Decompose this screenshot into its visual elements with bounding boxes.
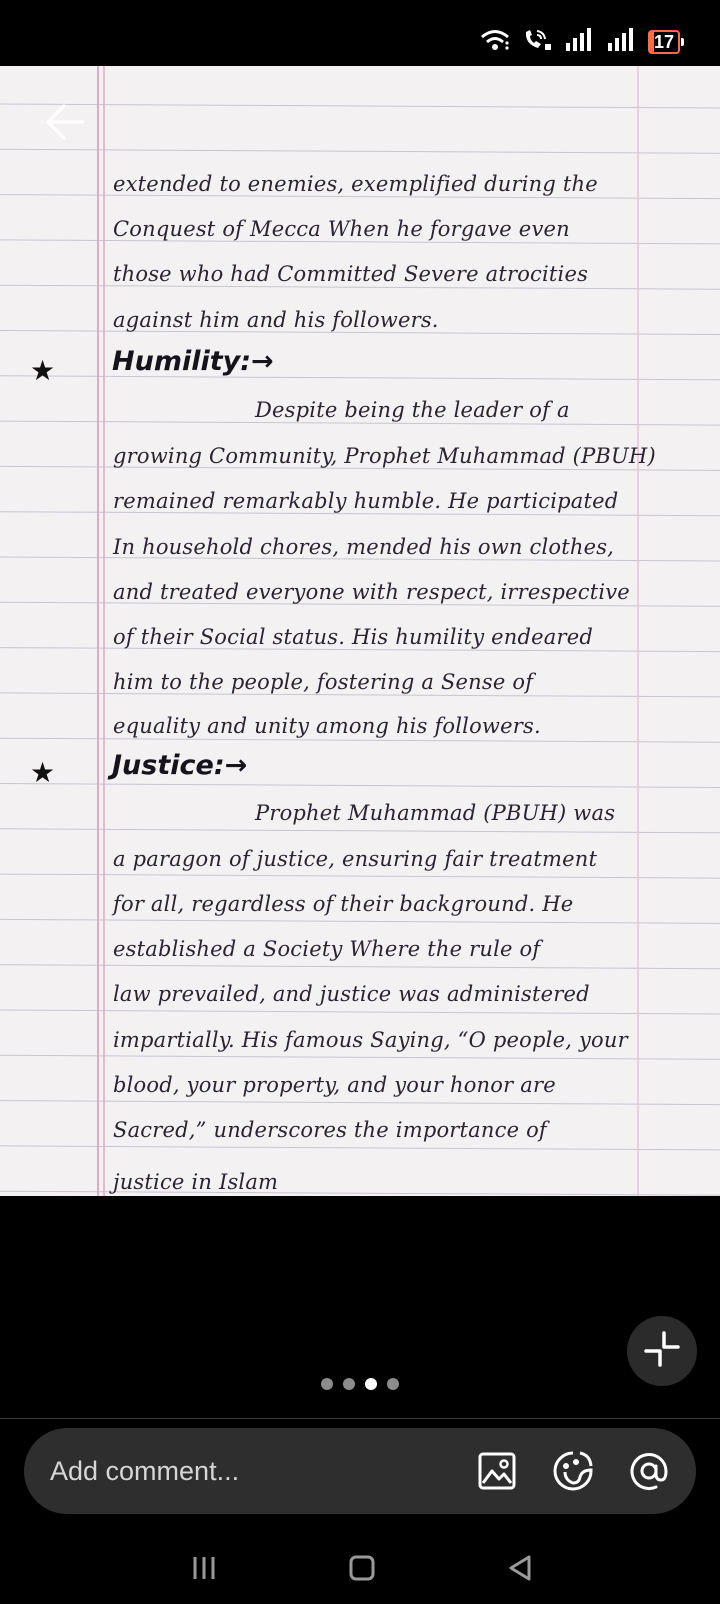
heading-humility: Humility:→	[112, 346, 274, 377]
signal-icon	[564, 28, 594, 56]
home-button[interactable]	[342, 1550, 382, 1590]
note-line: Conquest of Mecca When he forgave even	[113, 217, 570, 241]
note-line: a paragon of justice, ensuring fair treatment	[113, 847, 598, 871]
note-line: In household chores, mended his own clothes,	[113, 535, 615, 559]
note-line: blood, your property, and your honor are	[113, 1073, 556, 1097]
recent-apps-button[interactable]	[184, 1550, 224, 1590]
note-line: Prophet Muhammad (PBUH) was	[255, 801, 616, 825]
note-line: and treated everyone with respect, irrespective	[113, 580, 630, 604]
mention-icon[interactable]	[626, 1448, 672, 1494]
recent-apps-icon	[189, 1553, 219, 1587]
home-icon	[347, 1553, 377, 1587]
note-line: of their Social status. His humility endeared	[113, 625, 593, 649]
comment-input[interactable]	[48, 1455, 432, 1488]
comment-actions	[474, 1448, 672, 1494]
volte-call-icon	[522, 28, 552, 56]
status-icons	[480, 28, 684, 56]
note-line: Sacred,” underscores the importance of	[113, 1118, 547, 1142]
sticker-icon[interactable]	[550, 1448, 596, 1494]
wifi-icon	[480, 28, 510, 56]
collapse-arrows-icon	[642, 1329, 682, 1373]
comment-bar	[24, 1428, 696, 1514]
note-line: Despite being the leader of a	[255, 398, 570, 422]
arrow-left-icon	[42, 102, 86, 146]
image-icon[interactable]	[474, 1448, 520, 1494]
note-line: him to the people, fostering a Sense of	[113, 670, 534, 694]
system-nav-bar	[0, 1530, 720, 1604]
note-line: remained remarkably humble. He participated	[113, 489, 619, 513]
page-indicator	[0, 1378, 720, 1390]
note-line: impartially. His famous Saying, “O people, your	[113, 1028, 628, 1052]
status-bar	[0, 0, 720, 66]
back-nav-button[interactable]	[500, 1550, 540, 1590]
page-dot[interactable]	[343, 1378, 355, 1390]
divider	[0, 1418, 720, 1419]
photo-viewer	[0, 66, 720, 1196]
note-line: for all, regardless of their background. He	[113, 892, 574, 916]
note-line: extended to enemies, exemplified during the	[113, 172, 598, 196]
note-line: justice in Islam	[113, 1170, 279, 1194]
note-line: equality and unity among his followers.	[113, 714, 541, 738]
note-line: established a Society Where the rule of	[113, 937, 541, 961]
star-bullet: ★	[30, 354, 56, 387]
battery-icon	[648, 30, 684, 54]
expand-button[interactable]	[627, 1316, 697, 1386]
battery-level: 17	[648, 30, 680, 54]
note-line: those who had Committed Severe atrocities	[113, 262, 589, 286]
note-line: against him and his followers.	[113, 308, 439, 332]
back-triangle-icon	[505, 1553, 535, 1587]
back-button[interactable]	[36, 96, 92, 152]
note-line: law prevailed, and justice was administered	[113, 982, 590, 1006]
note-line: growing Community, Prophet Muhammad (PBUH)	[113, 444, 656, 468]
star-bullet: ★	[30, 756, 56, 789]
signal-icon	[606, 28, 636, 56]
page-dot[interactable]	[365, 1378, 377, 1390]
page-dot[interactable]	[321, 1378, 333, 1390]
page-dot[interactable]	[387, 1378, 399, 1390]
heading-justice: Justice:→	[112, 750, 248, 781]
handwritten-notes	[0, 66, 720, 1196]
